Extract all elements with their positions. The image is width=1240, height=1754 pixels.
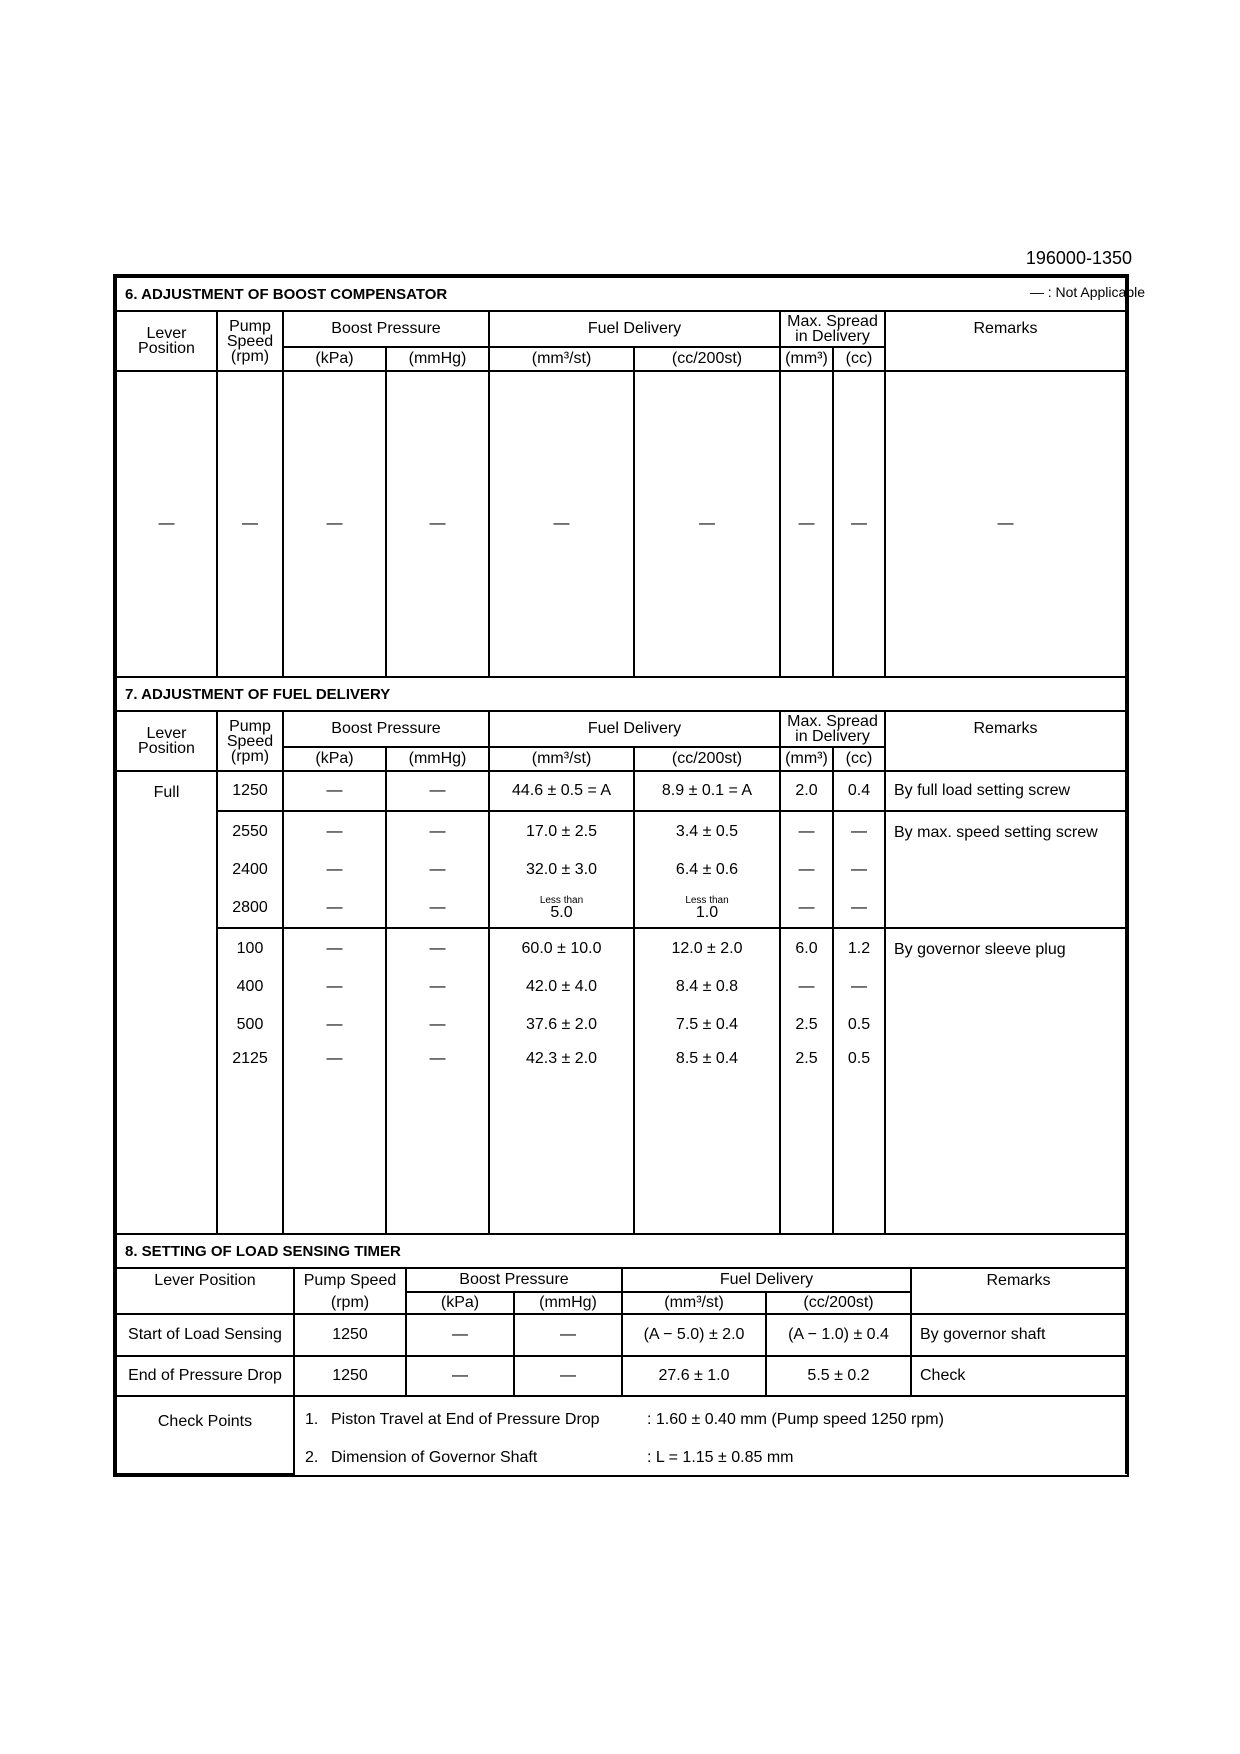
cell-mmhg: — (386, 811, 489, 851)
value: 1.0 (695, 903, 719, 921)
header-mm3: (mm³) (780, 347, 833, 371)
cell-spread-cc: 0.5 (833, 1006, 885, 1044)
cell-cc200: 12.0 ± 2.0 (634, 928, 780, 968)
cell-spread-mm3: 2.0 (780, 771, 833, 811)
cell-kpa: — (283, 968, 386, 1006)
cell-mmhg: — (386, 1044, 489, 1234)
cell-mm3st (489, 888, 634, 928)
cell-spread-mm3: — (780, 811, 833, 851)
table-row (116, 771, 1126, 811)
cell-cc200: 8.5 ± 0.4 (634, 1044, 780, 1234)
check-point-item (305, 1411, 1125, 1449)
cell-lever: End of Pressure Drop (116, 1356, 294, 1396)
cell-mmhg: — (386, 888, 489, 928)
table-row (116, 1356, 1126, 1396)
cell-spread-mm3: — (780, 888, 833, 928)
check-point-item (305, 1449, 1125, 1467)
header-fuel-delivery: Fuel Delivery (622, 1268, 911, 1292)
header-rpm: (rpm) (294, 1292, 406, 1314)
cell-speed: 400 (217, 968, 283, 1006)
header-kpa: (kPa) (283, 747, 386, 771)
cell-spread-cc: 0.4 (833, 771, 885, 811)
cell-mmhg: — (386, 1006, 489, 1044)
header-pump-speed: Pump Speed (294, 1268, 406, 1292)
cell-spread-cc: — (833, 811, 885, 851)
header-cc: (cc) (833, 347, 885, 371)
check-point-number: 2. (305, 1449, 319, 1466)
less-than-label: Less than (685, 894, 729, 906)
cell-spread-cc: — (833, 968, 885, 1006)
table-row (116, 928, 1126, 968)
cell-speed: — (217, 371, 283, 677)
header-lever-position: Lever Position (116, 711, 217, 771)
section-6-title (116, 277, 1145, 311)
cell-cc200: 8.9 ± 0.1 = A (634, 771, 780, 811)
table-row (116, 811, 1126, 851)
cell-kpa: — (283, 811, 386, 851)
cell-mm3st: 44.6 ± 0.5 = A (489, 771, 634, 811)
cell-spread-mm3: 2.5 (780, 1006, 833, 1044)
document-number: 196000-1350 (1025, 248, 1132, 268)
cell-speed: 1250 (294, 1314, 406, 1356)
cell-mm3st: 42.3 ± 2.0 (489, 1044, 634, 1234)
cell-remarks: By max. speed setting screw (885, 811, 1126, 928)
cell-kpa: — (283, 371, 386, 677)
cell-mm3st: — (489, 371, 634, 677)
cell-spread-mm3: — (780, 968, 833, 1006)
header-lever-position: Lever Position (116, 1268, 294, 1314)
cell-cc200: 3.4 ± 0.5 (634, 811, 780, 851)
cell-speed: 2800 (217, 888, 283, 928)
check-point-label: Dimension of Governor Shaft (331, 1449, 538, 1466)
check-point-value: : 1.60 ± 0.40 mm (Pump speed 1250 rpm) (647, 1411, 944, 1428)
header-max-spread: Max. Spread in Delivery (780, 711, 885, 747)
cell-mmhg: — (386, 968, 489, 1006)
section-6-row (116, 371, 1126, 677)
check-points-list (294, 1396, 1126, 1474)
cell-mm3st: 32.0 ± 3.0 (489, 851, 634, 888)
cell-lever: Start of Load Sensing (116, 1314, 294, 1356)
header-lever-position: Lever Position (116, 311, 217, 371)
cell-cc200 (634, 888, 780, 928)
cell-mm3st: 60.0 ± 10.0 (489, 928, 634, 968)
section-7-title: 7. ADJUSTMENT OF FUEL DELIVERY (116, 678, 1126, 711)
check-point-number: 1. (305, 1411, 319, 1428)
cell-mm3st: 37.6 ± 2.0 (489, 1006, 634, 1044)
header-cc200st: (cc/200st) (634, 347, 780, 371)
check-points-row (116, 1396, 1126, 1474)
cell-cc200: (A − 1.0) ± 0.4 (766, 1314, 911, 1356)
cell-cc200: 8.4 ± 0.8 (634, 968, 780, 1006)
cell-lever: — (116, 371, 217, 677)
cell-mmhg: — (514, 1356, 622, 1396)
cell-spread-mm3: 6.0 (780, 928, 833, 968)
cell-spread-cc: 0.5 (833, 1044, 885, 1234)
header-remarks: Remarks (885, 711, 1126, 771)
cell-speed: 2125 (217, 1044, 283, 1234)
cell-cc200: 5.5 ± 0.2 (766, 1356, 911, 1396)
header-boost-pressure: Boost Pressure (406, 1268, 622, 1292)
header-mmhg: (mmHg) (386, 347, 489, 371)
header-mm3st: (mm³/st) (489, 347, 634, 371)
cell-kpa: — (283, 1006, 386, 1044)
cell-cc200: 6.4 ± 0.6 (634, 851, 780, 888)
cell-remarks: By governor shaft (911, 1314, 1126, 1356)
header-mmhg: (mmHg) (386, 747, 489, 771)
header-fuel-delivery: Fuel Delivery (489, 711, 780, 747)
header-fuel-delivery: Fuel Delivery (489, 311, 780, 347)
cell-kpa: — (283, 888, 386, 928)
cell-spread-cc: — (833, 371, 885, 677)
cell-speed: 2400 (217, 851, 283, 888)
section-6-title-text: 6. ADJUSTMENT OF BOOST COMPENSATOR (125, 285, 448, 303)
cell-mm3st: 42.0 ± 4.0 (489, 968, 634, 1006)
cell-spread-mm3: — (780, 371, 833, 677)
header-cc200st: (cc/200st) (766, 1292, 911, 1314)
cell-spread-cc: — (833, 888, 885, 928)
section-6-table (115, 276, 1145, 678)
header-remarks: Remarks (885, 311, 1126, 371)
section-7-table (115, 678, 1127, 1235)
cell-remarks: Check (911, 1356, 1126, 1396)
cell-mm3st: (A − 5.0) ± 2.0 (622, 1314, 766, 1356)
cell-remarks: By full load setting screw (885, 771, 1126, 811)
header-boost-pressure: Boost Pressure (283, 711, 489, 747)
cell-mmhg: — (386, 928, 489, 968)
header-mm3st: (mm³/st) (622, 1292, 766, 1314)
cell-spread-cc: — (833, 851, 885, 888)
section-8-table (115, 1235, 1127, 1475)
check-point-label: Piston Travel at End of Pressure Drop (331, 1411, 600, 1428)
cell-spread-mm3: — (780, 851, 833, 888)
cell-kpa: — (283, 771, 386, 811)
header-cc: (cc) (833, 747, 885, 771)
cell-mmhg: — (386, 371, 489, 677)
cell-speed: 1250 (294, 1356, 406, 1396)
header-cc200st: (cc/200st) (634, 747, 780, 771)
header-boost-pressure: Boost Pressure (283, 311, 489, 347)
header-pump-speed: Pump Speed (rpm) (217, 711, 283, 771)
header-kpa: (kPa) (406, 1292, 514, 1314)
table-row (116, 1314, 1126, 1356)
cell-mm3st: 27.6 ± 1.0 (622, 1356, 766, 1396)
header-pump-speed: Pump Speed (rpm) (217, 311, 283, 371)
cell-kpa: — (283, 928, 386, 968)
less-than-label: Less than (539, 894, 584, 906)
cell-mmhg: — (514, 1314, 622, 1356)
header-max-spread: Max. Spread in Delivery (780, 311, 885, 347)
cell-spread-cc: 1.2 (833, 928, 885, 968)
cell-speed: 2550 (217, 811, 283, 851)
cell-mm3st: 17.0 ± 2.5 (489, 811, 634, 851)
header-mm3st: (mm³/st) (489, 747, 634, 771)
cell-cc200: — (634, 371, 780, 677)
value: 5.0 (550, 903, 573, 921)
cell-kpa: — (283, 1044, 386, 1234)
cell-speed: 100 (217, 928, 283, 968)
cell-kpa: — (406, 1356, 514, 1396)
not-applicable-note: — : Not Applicable (1029, 284, 1145, 300)
check-point-value: : L = 1.15 ± 0.85 mm (647, 1449, 794, 1466)
cell-spread-mm3: 2.5 (780, 1044, 833, 1234)
cell-remarks: By governor sleeve plug (885, 928, 1126, 1234)
cell-kpa: — (283, 851, 386, 888)
cell-remarks: — (885, 371, 1126, 677)
cell-speed: 1250 (217, 771, 283, 811)
cell-kpa: — (406, 1314, 514, 1356)
header-kpa: (kPa) (283, 347, 386, 371)
cell-mmhg: — (386, 771, 489, 811)
cell-cc200: 7.5 ± 0.4 (634, 1006, 780, 1044)
header-remarks: Remarks (911, 1268, 1126, 1314)
section-8-title: 8. SETTING OF LOAD SENSING TIMER (116, 1235, 1126, 1268)
header-mmhg: (mmHg) (514, 1292, 622, 1314)
cell-lever: Full (116, 771, 217, 1234)
check-points-label: Check Points (116, 1396, 294, 1474)
cell-speed: 500 (217, 1006, 283, 1044)
header-mm3: (mm³) (780, 747, 833, 771)
cell-mmhg: — (386, 851, 489, 888)
specification-sheet (113, 274, 1145, 1477)
